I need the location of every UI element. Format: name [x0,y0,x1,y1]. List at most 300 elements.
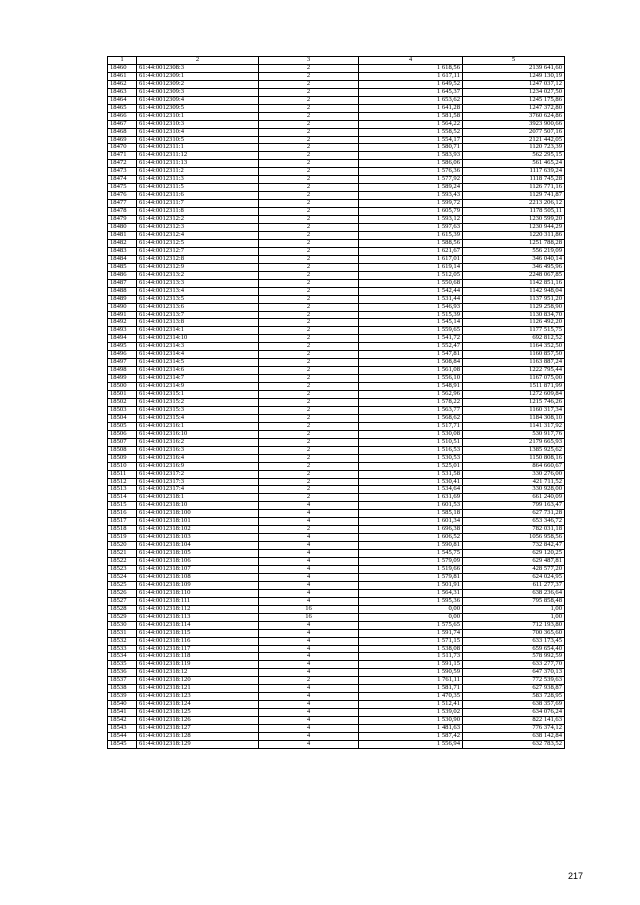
cadastral-number-cell: 61:44:0012311:1 [137,144,259,152]
table-row [108,88,565,96]
area-cell: 1 568,62 [359,414,463,422]
value-cell: 1118 745,28 [463,176,565,184]
table-row [108,168,565,176]
category-cell: 4 [259,550,359,558]
row-number-cell: 18542 [108,717,137,725]
cadastral-number-cell: 61:44:0012318:105 [137,550,259,558]
cadastral-number-cell: 61:44:0012313:6 [137,303,259,311]
cadastral-number-cell: 61:44:0012318:103 [137,534,259,542]
table-row [108,295,565,303]
row-number-cell: 18509 [108,454,137,462]
area-cell: 1 581,71 [359,685,463,693]
area-cell: 1 546,93 [359,303,463,311]
row-number-cell: 18502 [108,398,137,406]
area-cell: 1 562,96 [359,391,463,399]
area-cell: 1 631,69 [359,494,463,502]
area-cell: 1 530,41 [359,478,463,486]
row-number-cell: 18473 [108,168,137,176]
table-row [108,605,565,613]
area-cell: 1 564,22 [359,120,463,128]
table-row [108,438,565,446]
row-number-cell: 18530 [108,621,137,629]
cadastral-number-cell: 61:44:0012314:10 [137,335,259,343]
table-row [108,271,565,279]
cadastral-number-cell: 61:44:0012315:4 [137,414,259,422]
category-cell: 4 [259,502,359,510]
category-cell: 2 [259,295,359,303]
cadastral-number-cell: 61:44:0012310:5 [137,136,259,144]
cadastral-number-cell: 61:44:0012316:3 [137,446,259,454]
cadastral-number-cell: 61:44:0012312:2 [137,216,259,224]
row-number-cell: 18543 [108,725,137,733]
table-row [108,64,565,72]
category-cell: 2 [259,64,359,72]
value-cell: 2248 067,85 [463,271,565,279]
value-cell: 1247 037,12 [463,80,565,88]
category-cell: 4 [259,725,359,733]
cadastral-number-cell: 61:44:0012318:128 [137,733,259,741]
row-number-cell: 18461 [108,72,137,80]
table-row [108,303,565,311]
row-number-cell: 18486 [108,271,137,279]
area-cell: 1 605,79 [359,208,463,216]
area-cell: 1 470,35 [359,693,463,701]
area-cell: 1 601,53 [359,502,463,510]
row-number-cell: 18529 [108,613,137,621]
category-cell: 2 [259,96,359,104]
row-number-cell: 18520 [108,542,137,550]
category-cell: 2 [259,239,359,247]
cadastral-number-cell: 61:44:0012316:1 [137,422,259,430]
area-cell: 1 615,39 [359,231,463,239]
table-row [108,709,565,717]
row-number-cell: 18484 [108,255,137,263]
category-cell: 2 [259,478,359,486]
value-cell: 1222 795,44 [463,367,565,375]
category-cell: 2 [259,406,359,414]
cadastral-number-cell: 61:44:0012313:8 [137,319,259,327]
row-number-cell: 18510 [108,462,137,470]
table-row [108,406,565,414]
table-row [108,589,565,597]
category-cell: 2 [259,494,359,502]
cadastral-number-cell: 61:44:0012318:1 [137,494,259,502]
table-row [108,112,565,120]
row-number-cell: 18470 [108,144,137,152]
row-number-cell: 18469 [108,136,137,144]
area-cell: 1 530,08 [359,430,463,438]
cadastral-number-cell: 61:44:0012318:123 [137,693,259,701]
value-cell: 2179 665,93 [463,438,565,446]
area-cell: 1 599,72 [359,200,463,208]
header-cell-3: 3 [259,57,359,65]
category-cell: 2 [259,152,359,160]
value-cell: 1167 075,00 [463,375,565,383]
category-cell: 2 [259,184,359,192]
cadastral-number-cell: 61:44:0012318:115 [137,629,259,637]
cadastral-number-cell: 61:44:0012318:104 [137,542,259,550]
row-number-cell: 18498 [108,367,137,375]
table-row [108,597,565,605]
category-cell: 2 [259,311,359,319]
table-row [108,120,565,128]
area-cell: 1 556,94 [359,740,463,748]
table-row [108,613,565,621]
table-row [108,80,565,88]
category-cell: 4 [259,597,359,605]
table-row [108,335,565,343]
category-cell: 2 [259,231,359,239]
area-cell: 1 539,02 [359,709,463,717]
table-row [108,669,565,677]
row-number-cell: 18508 [108,446,137,454]
value-cell: 611 277,37 [463,581,565,589]
category-cell: 4 [259,653,359,661]
area-cell: 1 645,37 [359,88,463,96]
row-number-cell: 18538 [108,685,137,693]
row-number-cell: 18474 [108,176,137,184]
area-cell: 1 575,65 [359,621,463,629]
table-row [108,208,565,216]
table-row [108,343,565,351]
category-cell: 2 [259,144,359,152]
category-cell: 2 [259,422,359,430]
table-row [108,454,565,462]
cadastral-number-cell: 61:44:0012318:117 [137,645,259,653]
table-row [108,311,565,319]
category-cell: 2 [259,104,359,112]
table-row [108,255,565,263]
value-cell: 647 370,13 [463,669,565,677]
area-cell: 1 554,17 [359,136,463,144]
area-cell: 1 585,18 [359,510,463,518]
category-cell: 4 [259,661,359,669]
value-cell: 421 711,52 [463,478,565,486]
cadastral-number-cell: 61:44:0012311:8 [137,208,259,216]
table-row [108,542,565,550]
cadastral-number-cell: 61:44:0012318:100 [137,510,259,518]
cadastral-number-cell: 61:44:0012312:8 [137,255,259,263]
category-cell: 2 [259,398,359,406]
value-cell: 799 163,47 [463,502,565,510]
row-number-cell: 18492 [108,319,137,327]
row-number-cell: 18480 [108,224,137,232]
category-cell: 4 [259,573,359,581]
cadastral-number-cell: 61:44:0012309:1 [137,72,259,80]
category-cell: 2 [259,208,359,216]
cadastral-number-cell: 61:44:0012318:112 [137,605,259,613]
row-number-cell: 18499 [108,375,137,383]
value-cell: 627 938,87 [463,685,565,693]
category-cell: 4 [259,701,359,709]
area-cell: 1 581,58 [359,112,463,120]
value-cell: 1160 857,50 [463,351,565,359]
row-number-cell: 18501 [108,391,137,399]
row-number-cell: 18466 [108,112,137,120]
value-cell: 1164 352,50 [463,343,565,351]
category-cell: 4 [259,693,359,701]
row-number-cell: 18522 [108,558,137,566]
category-cell: 4 [259,733,359,741]
category-cell: 2 [259,367,359,375]
category-cell: 4 [259,740,359,748]
category-cell: 4 [259,542,359,550]
category-cell: 2 [259,224,359,232]
table-row [108,351,565,359]
category-cell: 2 [259,414,359,422]
category-cell: 2 [259,438,359,446]
cadastral-number-cell: 61:44:0012318:120 [137,677,259,685]
value-cell: 1130 834,70 [463,311,565,319]
value-cell: 1220 311,86 [463,231,565,239]
value-cell: 632 783,52 [463,740,565,748]
value-cell: 864 660,67 [463,462,565,470]
area-cell: 1 534,64 [359,486,463,494]
cadastral-number-cell: 61:44:0012318:124 [137,701,259,709]
table-row [108,685,565,693]
cadastral-number-cell: 61:44:0012318:114 [137,621,259,629]
value-cell: 624 024,95 [463,573,565,581]
category-cell: 2 [259,247,359,255]
table-row [108,398,565,406]
cadastral-number-cell: 61:44:0012318:109 [137,581,259,589]
category-cell: 2 [259,128,359,136]
value-cell: 629 120,25 [463,550,565,558]
table-row [108,247,565,255]
value-cell: 1,00 [463,613,565,621]
area-cell: 1 576,36 [359,168,463,176]
area-cell: 1 696,38 [359,526,463,534]
cadastral-number-cell: 61:44:0012312:7 [137,247,259,255]
value-cell: 562 295,15 [463,152,565,160]
cadastral-number-cell: 61:44:0012318:116 [137,637,259,645]
category-cell: 2 [259,343,359,351]
table-row [108,192,565,200]
row-number-cell: 18478 [108,208,137,216]
table-row [108,216,565,224]
row-number-cell: 18540 [108,701,137,709]
cadastral-number-cell: 61:44:0012311:6 [137,192,259,200]
row-number-cell: 18485 [108,263,137,271]
area-cell: 1 481,63 [359,725,463,733]
row-number-cell: 18528 [108,605,137,613]
row-number-cell: 18515 [108,502,137,510]
value-cell: 822 141,63 [463,717,565,725]
header-cell-2: 2 [137,57,259,65]
cadastral-number-cell: 61:44:0012318:125 [137,709,259,717]
table-row [108,279,565,287]
cadastral-number-cell: 61:44:0012313:5 [137,295,259,303]
category-cell: 2 [259,80,359,88]
category-cell: 2 [259,263,359,271]
category-cell: 2 [259,446,359,454]
cadastral-number-cell: 61:44:0012318:108 [137,573,259,581]
row-number-cell: 18531 [108,629,137,637]
area-cell: 1 641,28 [359,104,463,112]
row-number-cell: 18476 [108,192,137,200]
cadastral-number-cell: 61:44:0012317:3 [137,478,259,486]
cadastral-number-cell: 61:44:0012316:4 [137,454,259,462]
category-cell: 2 [259,160,359,168]
category-cell: 4 [259,645,359,653]
category-cell: 4 [259,566,359,574]
cadastral-number-cell: 61:44:0012316:10 [137,430,259,438]
value-cell: 1385 925,62 [463,446,565,454]
value-cell: 1129 741,87 [463,192,565,200]
value-cell: 627 731,28 [463,510,565,518]
category-cell: 2 [259,454,359,462]
category-cell: 2 [259,255,359,263]
area-cell: 1 586,06 [359,160,463,168]
cadastral-number-cell: 61:44:0012310:4 [137,128,259,136]
area-cell: 1 541,72 [359,335,463,343]
value-cell: 1230 599,20 [463,216,565,224]
area-cell: 1 587,42 [359,733,463,741]
row-number-cell: 18472 [108,160,137,168]
area-cell: 1 606,52 [359,534,463,542]
cadastral-number-cell: 61:44:0012314:3 [137,343,259,351]
table-row [108,319,565,327]
row-number-cell: 18539 [108,693,137,701]
table-row [108,287,565,295]
cadastral-number-cell: 61:44:0012316:9 [137,462,259,470]
category-cell: 2 [259,335,359,343]
value-cell: 661 240,09 [463,494,565,502]
value-cell: 1,00 [463,605,565,613]
table-row [108,144,565,152]
table-row [108,558,565,566]
cadastral-number-cell: 61:44:0012318:129 [137,740,259,748]
table-row [108,486,565,494]
category-cell: 2 [259,526,359,534]
category-cell: 4 [259,518,359,526]
cadastral-number-cell: 61:44:0012318:118 [137,653,259,661]
row-number-cell: 18535 [108,661,137,669]
table-row [108,717,565,725]
cadastral-number-cell: 61:44:0012318:12 [137,669,259,677]
area-cell: 1 501,91 [359,581,463,589]
category-cell: 2 [259,279,359,287]
value-cell: 346 495,96 [463,263,565,271]
area-cell: 1 517,71 [359,422,463,430]
cadastral-number-cell: 61:44:0012311:7 [137,200,259,208]
cadastral-number-cell: 61:44:0012312:3 [137,224,259,232]
row-number-cell: 18524 [108,573,137,581]
table-row [108,725,565,733]
cadastral-number-cell: 61:44:0012313:7 [137,311,259,319]
area-cell: 1 595,36 [359,597,463,605]
table-row [108,502,565,510]
area-cell: 1 761,11 [359,677,463,685]
category-cell: 2 [259,88,359,96]
row-number-cell: 18511 [108,470,137,478]
table-row [108,375,565,383]
row-number-cell: 18532 [108,637,137,645]
table-row [108,701,565,709]
cadastral-number-cell: 61:44:0012318:111 [137,597,259,605]
category-cell: 2 [259,327,359,335]
row-number-cell: 18536 [108,669,137,677]
cadastral-number-cell: 61:44:0012310:3 [137,120,259,128]
value-cell: 633 173,45 [463,637,565,645]
value-cell: 659 654,40 [463,645,565,653]
cadastral-number-cell: 61:44:0012311:3 [137,176,259,184]
cadastral-number-cell: 61:44:0012312:5 [137,239,259,247]
value-cell: 1142 948,04 [463,287,565,295]
category-cell: 2 [259,168,359,176]
table-row [108,200,565,208]
row-number-cell: 18534 [108,653,137,661]
table-row [108,160,565,168]
row-number-cell: 18525 [108,581,137,589]
area-cell: 1 593,12 [359,216,463,224]
table-row [108,693,565,701]
cadastral-number-cell: 61:44:0012318:101 [137,518,259,526]
table-row [108,566,565,574]
value-cell: 1272 609,84 [463,391,565,399]
value-cell: 1150 808,16 [463,454,565,462]
row-number-cell: 18516 [108,510,137,518]
value-cell: 3760 624,86 [463,112,565,120]
table-row [108,637,565,645]
cadastral-number-cell: 61:44:0012312:4 [137,231,259,239]
row-number-cell: 18494 [108,335,137,343]
row-number-cell: 18503 [108,406,137,414]
category-cell: 2 [259,486,359,494]
area-cell: 1 593,43 [359,192,463,200]
category-cell: 2 [259,677,359,685]
category-cell: 2 [259,192,359,200]
area-cell: 1 563,77 [359,406,463,414]
category-cell: 2 [259,72,359,80]
category-cell: 4 [259,709,359,717]
value-cell: 1249 130,19 [463,72,565,80]
value-cell: 583 728,95 [463,693,565,701]
row-number-cell: 18517 [108,518,137,526]
value-cell: 795 858,48 [463,597,565,605]
row-number-cell: 18537 [108,677,137,685]
category-cell: 4 [259,510,359,518]
table-row [108,470,565,478]
area-cell: 1 531,58 [359,470,463,478]
category-cell: 4 [259,669,359,677]
area-cell: 1 559,65 [359,327,463,335]
row-number-cell: 18544 [108,733,137,741]
cadastral-number-cell: 61:44:0012314:9 [137,383,259,391]
value-cell: 3923 900,66 [463,120,565,128]
row-number-cell: 18545 [108,740,137,748]
area-cell: 1 621,67 [359,247,463,255]
table-row [108,740,565,748]
area-cell: 1 617,11 [359,72,463,80]
category-cell: 16 [259,605,359,613]
row-number-cell: 18497 [108,359,137,367]
row-number-cell: 18493 [108,327,137,335]
area-cell: 1 545,75 [359,550,463,558]
area-cell: 1 525,01 [359,462,463,470]
value-cell: 561 465,24 [463,160,565,168]
value-cell: 1056 958,56 [463,534,565,542]
area-cell: 1 512,41 [359,701,463,709]
row-number-cell: 18506 [108,430,137,438]
row-number-cell: 18482 [108,239,137,247]
area-cell: 1 617,01 [359,255,463,263]
area-cell: 1 579,09 [359,558,463,566]
value-cell: 638 142,84 [463,733,565,741]
category-cell: 2 [259,383,359,391]
value-cell: 2139 641,60 [463,64,565,72]
table-row [108,422,565,430]
